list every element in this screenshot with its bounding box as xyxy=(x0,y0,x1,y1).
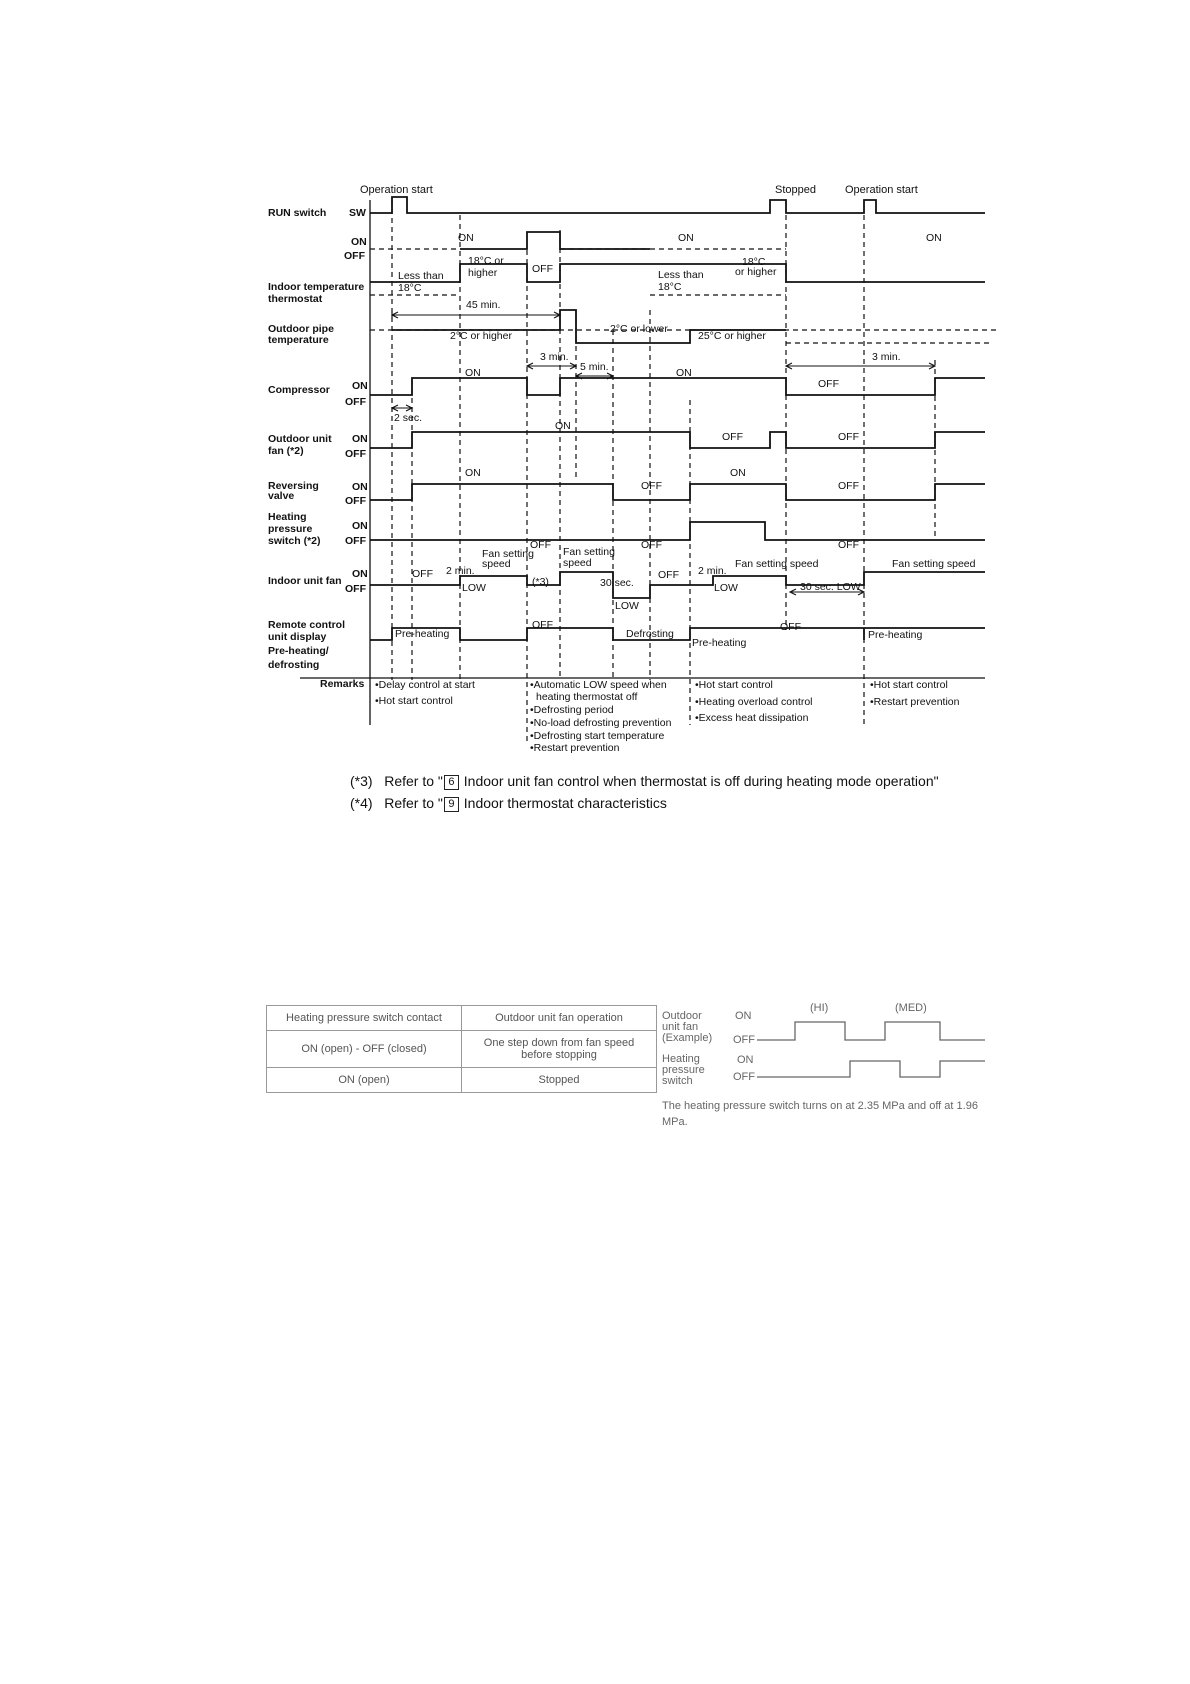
remark-2-5: •Defrosting start temperature xyxy=(530,730,665,742)
psw-sw-label-1: Heating xyxy=(662,1053,700,1065)
thermostat-on-3: ON xyxy=(926,232,942,244)
hps-off-2: OFF xyxy=(641,539,662,551)
thermostat-off-label: OFF xyxy=(344,250,365,262)
remark-1-2: •Hot start control xyxy=(375,695,453,707)
compressor-label: Compressor xyxy=(268,384,330,396)
pressure-switch-table xyxy=(266,1005,657,1093)
min45: 45 min. xyxy=(466,299,501,311)
less-than-2: Less than xyxy=(658,269,704,281)
table-cell-fan: Stopped xyxy=(462,1068,657,1093)
footnote-4-pre: Refer to " xyxy=(384,795,443,811)
display-label-3: Pre-heating/ xyxy=(268,645,329,657)
interval-arrows xyxy=(392,311,935,598)
valve-off-1: OFF xyxy=(641,480,662,492)
indoor-fan-low-1: LOW xyxy=(462,582,486,594)
table-cell-contact: ON (open) xyxy=(267,1068,462,1093)
psw-fan-label-1: Outdoor xyxy=(662,1010,702,1022)
indoor-fan-ref3: (*3) xyxy=(532,576,549,588)
hps-label-2: pressure xyxy=(268,523,313,535)
stopped-marker: Stopped xyxy=(775,184,816,196)
psw-fan-off: OFF xyxy=(733,1034,755,1046)
footnote-4-ref: (*4) xyxy=(350,795,373,811)
footnotes xyxy=(350,770,939,814)
remark-3-1: •Hot start control xyxy=(695,679,773,691)
psw-fan-on: ON xyxy=(735,1010,752,1022)
hps-off-label: OFF xyxy=(345,535,366,547)
indoor-fan-setting-d: Fan setting speed xyxy=(892,558,976,570)
outdoor-fan-signal xyxy=(370,432,985,448)
display-pre-heating-3: Pre-heating xyxy=(868,629,923,641)
indoor-fan-label: Indoor unit fan xyxy=(268,575,342,587)
outdoor-fan-off-2: OFF xyxy=(838,431,859,443)
compressor-signal xyxy=(370,378,985,395)
remark-3-3: •Excess heat dissipation xyxy=(695,712,809,724)
display-label-2: unit display xyxy=(268,631,327,643)
compressor-on-label: ON xyxy=(352,380,368,392)
indoor-fan-off-label: OFF xyxy=(345,583,366,595)
footnote-4-text: Indoor thermostat characteristics xyxy=(463,795,667,811)
remark-1-1: •Delay control at start xyxy=(375,679,475,691)
higher-1a: 18°C or xyxy=(468,255,504,267)
pipe-label-2: temperature xyxy=(268,334,329,346)
outdoor-fan-label-2: fan (*2) xyxy=(268,445,304,457)
indoor-fan-sec30a: 30 sec. xyxy=(600,577,634,589)
run-switch-label: RUN switch xyxy=(268,207,327,219)
deg18-1: 18°C xyxy=(398,282,422,294)
psw-sw-off: OFF xyxy=(733,1071,755,1083)
indoor-fan-setting-a2: speed xyxy=(482,558,511,570)
thermostat-on-label: ON xyxy=(351,236,367,248)
display-defrosting: Defrosting xyxy=(626,628,674,640)
compressor-off-1: OFF xyxy=(818,378,839,390)
remark-2-1: •Automatic LOW speed when xyxy=(530,679,667,691)
heating-timing-diagram xyxy=(0,0,1190,780)
valve-off-2: OFF xyxy=(838,480,859,492)
outdoor-fan-off-1: OFF xyxy=(722,431,743,443)
thermostat-signal xyxy=(460,232,650,249)
indoor-fan-off-1: OFF xyxy=(412,568,433,580)
psw-waveforms xyxy=(757,1022,985,1077)
valve-on-2: ON xyxy=(730,467,746,479)
higher-2a: 18°C xyxy=(742,256,766,268)
remark-4-1: •Hot start control xyxy=(870,679,948,691)
less-than-1: Less than xyxy=(398,270,444,282)
valve-on-label: ON xyxy=(352,481,368,493)
deg18-2: 18°C xyxy=(658,281,682,293)
row-labels xyxy=(268,207,368,690)
valve-label-2: valve xyxy=(268,490,295,502)
valve-on-1: ON xyxy=(465,467,481,479)
indoor-fan-sec30-low: 30 sec. LOW xyxy=(800,581,861,593)
footnote-3-pre: Refer to " xyxy=(384,773,443,789)
pipe-min3a: 3 min. xyxy=(540,351,569,363)
psw-hi: (HI) xyxy=(810,1002,829,1014)
footnote-3 xyxy=(350,770,939,792)
pipe-label-1: Outdoor pipe xyxy=(268,323,334,335)
heating-pressure-switch-signal xyxy=(370,522,985,540)
outdoor-fan-on-1: ON xyxy=(555,420,571,432)
pipe-t2: 2°C or lower xyxy=(610,323,668,335)
pipe-t3: 25°C or higher xyxy=(698,330,766,342)
table-header-contact: Heating pressure switch contact xyxy=(267,1006,462,1031)
compressor-on-2: ON xyxy=(676,367,692,379)
operation-start-marker-1: Operation start xyxy=(360,184,433,196)
run-switch-sw: SW xyxy=(349,207,366,219)
footnote-4-section-number: 9 xyxy=(444,797,459,812)
table-cell-fan: One step down from fan speed before stopping xyxy=(462,1031,657,1068)
table-cell-contact: ON (open) - OFF (closed) xyxy=(267,1031,462,1068)
display-label-1: Remote control xyxy=(268,619,346,631)
remark-4-2: •Restart prevention xyxy=(870,696,960,708)
hps-off-3: OFF xyxy=(838,539,859,551)
remark-3-2: •Heating overload control xyxy=(695,696,813,708)
run-switch-signal xyxy=(370,197,985,213)
thermostat-on-1: ON xyxy=(458,232,474,244)
outdoor-fan-on-label: ON xyxy=(352,433,368,445)
operation-start-marker-2: Operation start xyxy=(845,184,918,196)
hps-label-1: Heating xyxy=(268,511,307,523)
pressure-switch-diagram xyxy=(655,995,1000,1100)
thermostat-label-1: Indoor temperature xyxy=(268,281,365,293)
psw-fan-label-3: (Example) xyxy=(662,1032,713,1044)
pipe-t1: 2°C or higher xyxy=(450,330,512,342)
remark-2-3: •Defrosting period xyxy=(530,704,614,716)
display-pre-heating-2: Pre-heating xyxy=(692,637,747,649)
higher-2b: or higher xyxy=(735,266,777,278)
display-label-4: defrosting xyxy=(268,659,320,671)
psw-sw-label-2: pressure xyxy=(662,1064,705,1076)
compressor-off-label: OFF xyxy=(345,396,366,408)
indoor-fan-setting-b1: Fan setting xyxy=(563,546,615,558)
indoor-fan-setting-a1: Fan setting xyxy=(482,548,534,560)
valve-label-1: Reversing xyxy=(268,480,319,492)
table-row xyxy=(267,1068,657,1093)
psw-med: (MED) xyxy=(895,1002,927,1014)
psw-fan-signal xyxy=(757,1022,985,1040)
waveform-annotations xyxy=(394,232,976,649)
outdoor-fan-label-1: Outdoor unit xyxy=(268,433,332,445)
indoor-fan-setting-b2: speed xyxy=(563,557,592,569)
pipe-min3b: 3 min. xyxy=(872,351,901,363)
display-pre-heating-1: Pre-heating xyxy=(395,628,450,640)
indoor-fan-min2b: 2 min. xyxy=(698,565,727,577)
indoor-fan-min2a: 2 min. xyxy=(446,565,475,577)
hps-label-3: switch (*2) xyxy=(268,535,321,547)
indoor-fan-on-label: ON xyxy=(352,568,368,580)
compressor-sec2: 2 sec. xyxy=(394,412,423,424)
higher-1b: higher xyxy=(468,267,498,279)
remark-2-4: •No-load defrosting prevention xyxy=(530,717,672,729)
hps-on-label: ON xyxy=(352,520,368,532)
remark-2-6: •Restart prevention xyxy=(530,742,620,754)
psw-note: The heating pressure switch turns on at 2.35 MPa and off at 1.96 MPa. xyxy=(662,1100,978,1128)
table-row xyxy=(267,1031,657,1068)
valve-off-label: OFF xyxy=(345,495,366,507)
compressor-on-1: ON xyxy=(465,367,481,379)
pipe-min5: 5 min. xyxy=(580,361,609,373)
hps-off-1: OFF xyxy=(530,539,551,551)
footnote-3-section-number: 6 xyxy=(444,775,459,790)
footnote-3-ref: (*3) xyxy=(350,773,373,789)
psw-sw-label-3: switch xyxy=(662,1075,693,1087)
psw-fan-label-2: unit fan xyxy=(662,1021,699,1033)
thermostat-on-2: ON xyxy=(678,232,694,244)
display-off-2: OFF xyxy=(780,621,801,633)
outdoor-fan-off-label: OFF xyxy=(345,448,366,460)
table-header-row xyxy=(267,1006,657,1031)
reversing-valve-signal xyxy=(370,484,985,500)
psw-sw-on: ON xyxy=(737,1054,754,1066)
footnote-4 xyxy=(350,792,939,814)
psw-switch-signal xyxy=(757,1061,985,1077)
footnote-3-text: Indoor unit fan control when thermostat is off during heating mode operation" xyxy=(463,773,939,789)
thermostat-off-1: OFF xyxy=(532,263,553,275)
remarks-label: Remarks xyxy=(320,678,365,690)
remark-2-2: heating thermostat off xyxy=(536,691,638,703)
thermostat-label-2: thermostat xyxy=(268,293,323,305)
indoor-fan-setting-c: Fan setting speed xyxy=(735,558,819,570)
indoor-fan-low-2: LOW xyxy=(615,600,639,612)
display-off-1: OFF xyxy=(532,619,553,631)
remarks-block xyxy=(375,679,960,754)
table-header-fan: Outdoor unit fan operation xyxy=(462,1006,657,1031)
indoor-fan-low-3: LOW xyxy=(714,582,738,594)
indoor-fan-off-2: OFF xyxy=(658,569,679,581)
